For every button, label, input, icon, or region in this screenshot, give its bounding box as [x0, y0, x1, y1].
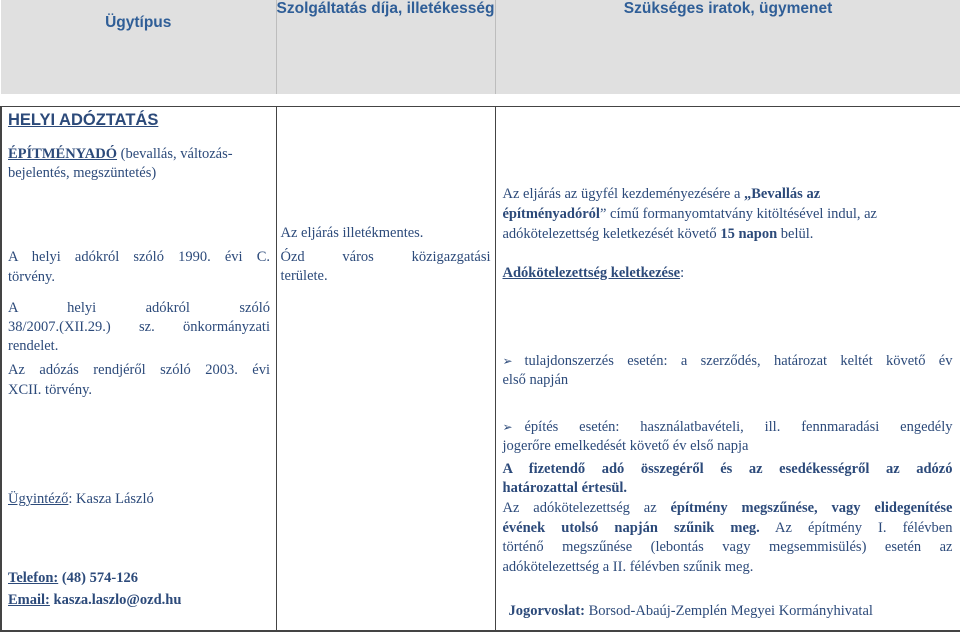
appeal-label: Jogorvoslat:: [508, 603, 586, 619]
fee-text: Az eljárás illetékmentes.: [280, 225, 424, 241]
email: Email: kasza.laszlo@ozd.hu: [8, 592, 182, 608]
termination-paragraph: Az adókötelezettség az építmény megszűnése, vagy elidegenítése évének utolsó napján szűnik meg. Az építmény I. félévben történő megszűnése (lebontás vagy megsemmisülés) esetén az adókötelezettség a II. félévben szűnik meg.: [502, 500, 953, 575]
section-title: HELYI ADÓZTATÁS: [8, 111, 159, 129]
arrow-bullet-icon: ➢: [502, 420, 513, 434]
bullet-acquisition: ➢ tulajdonszerzés esetén: a szerződés, határozat keltét követő év első napján: [502, 353, 953, 388]
content-row: [1, 107, 960, 632]
header-documents-procedure: Szükséges iratok, ügymenet: [495, 0, 960, 94]
case-type-cell: [1, 107, 276, 632]
fee-cell: [276, 107, 495, 632]
phone-number: (48) 574-126: [58, 570, 138, 586]
officer-name: : Kasza László: [68, 491, 154, 507]
procedure-cell: [495, 107, 960, 632]
bullet-construction: ➢ építés esetén: használatbavételi, ill. fennmaradási engedély jogerőre emelkedését követő év első napja: [502, 419, 953, 454]
procedure-intro: Az eljárás az ügyfél kezdeményezésére a „Bevallás az építményadóról” című formanyomtatvány kitöltésével indul, az adókötelezettség keletkezését követő 15 napon belül.: [502, 186, 877, 242]
officer: [8, 491, 154, 508]
officer-label: Ügyintéző: [8, 491, 69, 507]
arrow-bullet-icon: ➢: [502, 354, 513, 368]
tax-name: ÉPÍTMÉNYADÓ: [8, 146, 118, 162]
header-case-type: Ügytípus: [1, 0, 276, 94]
tax-type: ÉPÍTMÉNYADÓ (bevallás, változás- bejelentés, megszüntetés): [8, 146, 233, 181]
header-fee-jurisdiction: Szolgáltatás díja, illetékesség: [276, 0, 495, 94]
jurisdiction-text: Ózd város közigazgatási területe.: [280, 249, 491, 284]
law-2: A helyi adókról szóló 38/2007.(XII.29.) sz. önkormányzati rendelet.: [8, 300, 270, 354]
law-1: A helyi adókról szóló 1990. évi C. törvény.: [8, 249, 270, 285]
law-3: Az adózás rendjéről szóló 2003. évi XCII. törvény.: [8, 362, 270, 398]
phone: Telefon: (48) 574-126: [8, 570, 138, 586]
origin-title: Adókötelezettség keletkezése:: [502, 265, 685, 281]
header-row: [1, 0, 960, 94]
appeal: [509, 603, 873, 620]
notice-paragraph: A fizetendő adó összegéről és az esedékességről az adózó határozattal értesül.: [502, 461, 953, 496]
email-address[interactable]: kasza.laszlo@ozd.hu: [49, 592, 182, 608]
appeal-authority: Borsod-Abaúj-Zemplén Megyei Kormányhivatal: [585, 603, 873, 619]
